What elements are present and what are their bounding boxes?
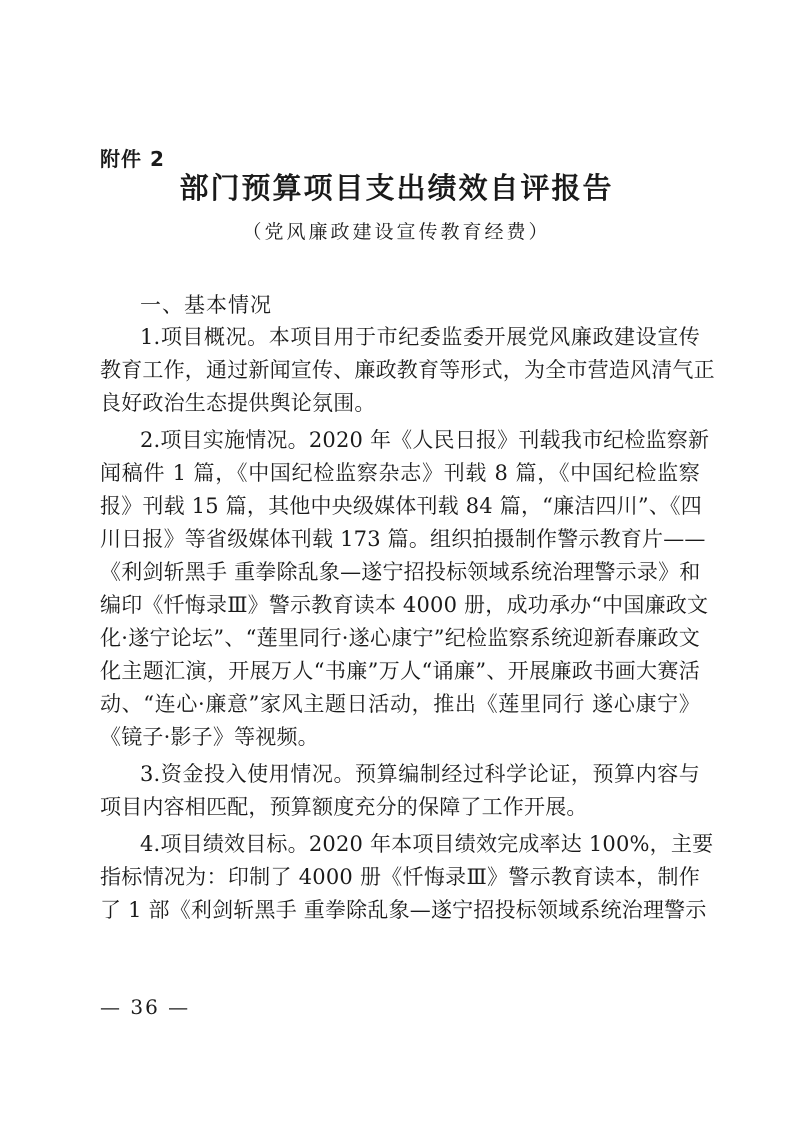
page-subtitle: （党风廉政建设宣传教育经费） bbox=[242, 221, 551, 243]
text-line: 2.项目实施情况。2020 年《人民日报》刊载我市纪检监察新 bbox=[140, 428, 710, 452]
text-line: 3.资金投入使用情况。预算编制经过科学论证，预算内容与 bbox=[140, 762, 700, 786]
text-line: 编印《忏悔录Ⅲ》警示教育读本 4000 册，成功承办“中国廉政文 bbox=[100, 593, 709, 617]
text-line: 了 1 部《利剑斩黑手 重拳除乱象—遂宁招投标领域系统治理警示 bbox=[100, 898, 707, 922]
attachment-label: 附件 2 bbox=[100, 147, 165, 171]
text-line: 川日报》等省级媒体刊载 173 篇。组织拍摄制作警示教育片—— bbox=[100, 527, 706, 551]
text-line: 指标情况为：印制了 4000 册《忏悔录Ⅲ》警示教育读本，制作 bbox=[100, 865, 700, 889]
text-line: 教育工作，通过新闻宣传、廉政教育等形式，为全市营造风清气正 bbox=[100, 358, 715, 382]
text-line: 化·遂宁论坛”、“莲里同行·遂心康宁”纪检监察系统迎新春廉政文 bbox=[100, 626, 700, 650]
text-line: 《镜子·影子》等视频。 bbox=[100, 725, 319, 749]
text-line: 1.项目概况。本项目用于市纪委监委开展党风廉政建设宣传 bbox=[140, 325, 700, 349]
text-line: 项目内容相匹配，预算额度充分的保障了工作开展。 bbox=[100, 795, 588, 819]
text-line: 闻稿件 1 篇，《中国纪检监察杂志》刊载 8 篇，《中国纪检监察 bbox=[100, 461, 700, 485]
section-heading: 一、基本情况 bbox=[140, 293, 272, 317]
page-number: — 36 — bbox=[100, 995, 191, 1019]
text-line: 化主题汇演，开展万人“书廉”万人“诵廉”、开展廉政书画大赛活 bbox=[100, 659, 700, 683]
text-line: 动、“连心·廉意”家风主题日活动，推出《莲里同行 遂心康宁》 bbox=[100, 692, 700, 716]
body-text bbox=[100, 321, 715, 927]
page-title: 部门预算项目支出绩效自评报告 bbox=[179, 171, 614, 205]
text-line: 《利剑斩黑手 重拳除乱象—遂宁招投标领域系统治理警示录》和 bbox=[100, 560, 701, 584]
text-line: 良好政治生态提供舆论氛围。 bbox=[100, 391, 376, 415]
text-line: 4.项目绩效目标。2020 年本项目绩效完成率达 100%，主要 bbox=[140, 832, 714, 856]
text-line: 报》刊载 15 篇，其他中央级媒体刊载 84 篇，“廉洁四川”、《四 bbox=[100, 494, 702, 518]
